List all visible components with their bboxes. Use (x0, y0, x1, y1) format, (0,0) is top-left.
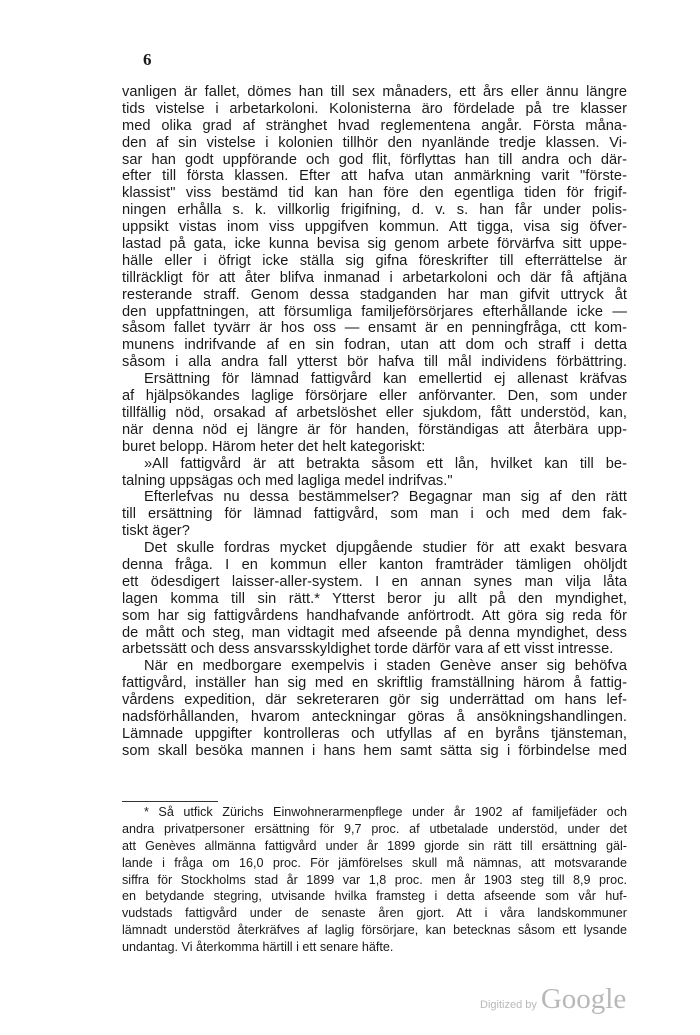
footnote-line: undantag. Vi återkomma härtill i ett senare häfte. (122, 940, 394, 955)
footnote-line: att Genèves allmänna fattigvård under år 1899 gjorde sin rätt till ersättning gäl- (122, 838, 627, 853)
text-line: som har sig fattigvårdens handhafvande anförtrodt. Att göra sig reda för (122, 607, 627, 624)
text-line: tillräckligt för att åter blifva inmanad i arbetarkoloni och där få aftjäna (122, 269, 627, 286)
footnote-line: siffra för Stockholms stad år 1899 var 1,8 proc. men år 1903 steg till 8,9 proc. (122, 872, 627, 887)
text-line: tiskt äger? (122, 523, 190, 540)
text-line: fattigvård, inställer han sig med en skriftlig framställning härom å fattig- (122, 675, 627, 692)
text-line: tillfällig nöd, orsakad af arbetslöshet eller sjukdom, fått understöd, kan, (122, 404, 627, 421)
text-line: de mått och steg, man vidtagit med afseende på denna myndighet, dess (122, 624, 627, 641)
footnote-line: * Så utfick Zürichs Einwohnerarmenpflege under år 1902 af familjefäder och (144, 805, 627, 819)
text-line: Ersättning för lämnad fattigvård kan emellertid ej allenast kräfvas (144, 371, 627, 388)
footnote-line: lämnadt understöd återkräfves af laglig försörjare, kan betecknas såsom ett lysande (122, 923, 627, 938)
page-number: 6 (143, 50, 152, 69)
text-line: Efterlefvas nu dessa bestämmelser? Begagnar man sig af den rätt (144, 489, 627, 506)
text-line: ningen erhålla s. k. villkorlig frigifning, d. v. s. han får under polis- (122, 202, 627, 219)
text-line: När en medborgare exempelvis i staden Genève anser sig behöfva (144, 658, 627, 675)
text-line: klassist" viss bestämd tid kan han före den egentliga tiden för frigif- (122, 185, 627, 202)
text-line: uppsikt vistas inom viss uppgifven kommun. Att tigga, visa sig öfver- (122, 219, 627, 236)
text-line: munens indrifvande af en sin fodran, utan att dom och straff i detta (122, 337, 627, 354)
text-line: »All fattigvård är att betrakta såsom ett lån, hvilket kan till be- (144, 455, 627, 472)
text-line: när denna nöd ej längre är för handen, förständigas att återbära upp- (122, 421, 627, 438)
digitized-watermark (480, 983, 626, 1016)
footnote-divider (122, 801, 218, 802)
text-line: arbetssätt och dess ansvarsskyldighet torde därför vara af ett visst intresse. (122, 641, 614, 658)
text-line: till ersättning för lämnad fattigvård, som man i och med dem fak- (122, 506, 627, 523)
text-line: resterande straff. Genom dessa stadganden har man gifvit uttryck åt (122, 286, 627, 303)
text-line: talning uppsägas och med lagliga medel indrifvas." (122, 472, 453, 489)
text-line: Det skulle fordras mycket djupgående studier för att exakt besvara (144, 540, 627, 557)
text-line: tids vistelse i arbetarkoloni. Kolonisterna äro fördelade på tre klasser (122, 100, 627, 117)
footnote-line: lande i fråga om 16,0 proc. För jämförelses skull må nämnas, att motsvarande (122, 855, 627, 870)
text-line: efter till första klassen. Efter att hafva utan anmärkning varit "förste- (122, 168, 627, 185)
text-line: af hjälpsökandes laglige försörjare eller anförvanter. Den, som under (122, 388, 627, 405)
text-line: vanligen är fallet, dömes han till sex månaders, ett års eller ännu längre (122, 84, 627, 100)
text-line: den uppfattningen, att försumliga familjeförsörjares efterhållande icke — (122, 303, 627, 320)
body-text (122, 84, 627, 760)
text-line: hälle eller i öfrigt icke ställa sig gifna föreskrifter till efterrättelse är (122, 252, 627, 269)
text-line: nadsförhållanden, hvarom anteckningar göras å ansökningshandlingen. (122, 709, 627, 726)
text-line: denna fråga. I en kommun eller kanton framträder tämligen ohöljdt (122, 556, 627, 573)
text-line: den af sin vistelse i kolonien tillhör den nyanlände tredje klassen. Vi- (122, 134, 627, 151)
text-line: sar han godt uppförande och god flit, förflyttas han till andra och där- (122, 151, 627, 168)
footnote-line: en betydande stegring, utvisande hvilka framsteg i detta afseende som vår huf- (122, 889, 627, 904)
text-line: som skall besöka mannen i hans hem samt sätta sig i förbindelse med (122, 742, 627, 759)
text-line: såsom fallet tyvärr är hos oss — ensamt är en penningfråga, ctt kom- (122, 320, 627, 337)
text-line: ett ödesdigert laisser-aller-system. I en annan synes man vilja låta (122, 573, 627, 590)
watermark-digitized-by: Digitized by (480, 999, 537, 1011)
text-line: lagen komma till sin rätt.* Ytterst beror ju allt på den myndighet, (122, 590, 627, 607)
text-line: vårdens expedition, där sekreteraren gör sig underrättad om hans lef- (122, 692, 627, 709)
footnote-line: andra privatpersoner ersättning för 9,7 proc. af utbetalade understöd, under det (122, 821, 627, 836)
text-line: Lämnade uppgifter kontrolleras och utfyllas af en byråns tjänsteman, (122, 725, 627, 742)
google-logo: Google (540, 983, 627, 1015)
footnote-line: vudstads fattigvård under de senaste åren gjort. Att i våra landskommuner (122, 906, 627, 921)
text-line: buret belopp. Härom heter det helt kategoriskt: (122, 438, 426, 455)
text-line: med olika grad af stränghet hvad reglementena angår. Första måna- (122, 117, 627, 134)
text-line: såsom i alla andra fall ytterst bör hafva till mål individens förbättring. (122, 354, 627, 371)
text-line: lastad på gata, icke kunna bevisa sig genom arbete förvärfva sitt uppe- (122, 236, 627, 253)
footnotes (122, 805, 627, 955)
